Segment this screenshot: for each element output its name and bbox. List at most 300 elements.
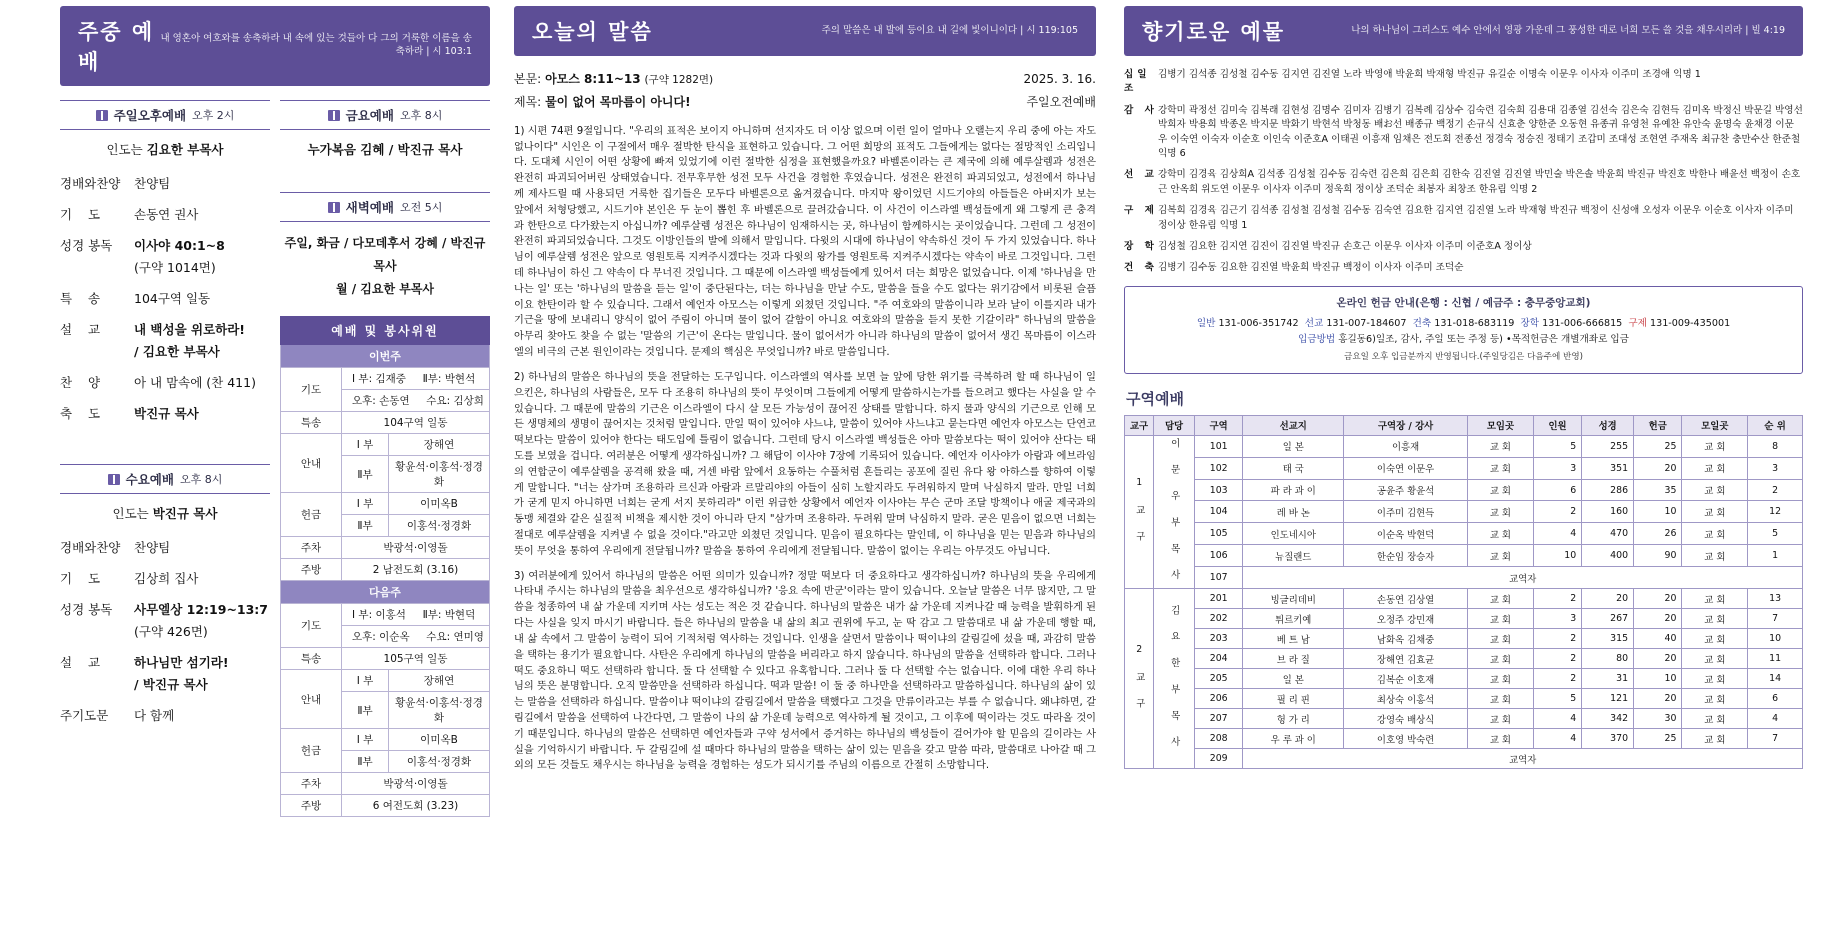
friday-block (280, 86, 490, 817)
dawn-preachers (280, 232, 490, 300)
offering-group-name: 구 제 (1124, 205, 1158, 217)
table-header-row (1125, 415, 1803, 435)
section-sunday-pm-label: 주일오후예배 (113, 108, 187, 123)
code-cell: 105 (1195, 523, 1243, 545)
rank-cell: 5 (1748, 523, 1803, 545)
order-row: 기 도 김상희 집사 (60, 571, 199, 586)
mission-cell: 교역자 (1243, 567, 1803, 589)
offering-group (1124, 204, 1803, 233)
count-cell: 2 (1533, 501, 1581, 523)
rank-cell: 14 (1748, 669, 1803, 689)
offering-group-name: 선 교 (1124, 169, 1158, 181)
count-cell: 3 (1533, 457, 1581, 479)
offering-cell: 30 (1634, 709, 1682, 729)
column-weekday-services (0, 0, 500, 945)
order-row: 특 송 104구역 일동 (60, 291, 211, 306)
offering-cell: 26 (1634, 523, 1682, 545)
online-offering-accounts (1135, 316, 1792, 332)
mission-cell: 레 바 논 (1243, 501, 1344, 523)
duty-sub: Ⅰ 부 (342, 434, 389, 456)
order-row: 성경 봉독 사무엘상 12:19~13:7 (60, 602, 269, 617)
mission-cell: 튀르키예 (1243, 609, 1344, 629)
sermon-text-label: 본문: (514, 72, 542, 86)
sermon-body (514, 124, 1096, 775)
book-icon (96, 110, 108, 121)
count-cell: 3 (1533, 609, 1581, 629)
offering-group-names: 김병기 김수동 김요한 김진열 박윤희 박진규 백정이 이사자 이주미 조덕순 (1158, 262, 1464, 274)
count-cell: 10 (1533, 545, 1581, 567)
sermon-text-line (514, 68, 713, 91)
leader-cell: 장해연 김효균 (1344, 649, 1468, 669)
offering-group-names: 김성철 김요한 김지연 김진이 김진열 박진규 손호근 이문우 이사자 이주미 이준호A 정이상 (1158, 240, 1532, 252)
dang-cell: 김 요 한 부 목 사 (1154, 589, 1195, 769)
order-row: 주기도문 다 함께 (60, 708, 175, 723)
sermon-meta (514, 68, 1096, 114)
count-cell: 5 (1533, 435, 1581, 457)
duty-key: 주방 (281, 559, 342, 581)
duty-value: 장해연 (389, 670, 490, 692)
bible-cell: 470 (1582, 523, 1634, 545)
duty-sub: Ⅰ 부 (342, 729, 389, 751)
leader-label: 인도는 (112, 506, 149, 521)
count-cell: 2 (1533, 629, 1581, 649)
place-cell: 교 회 (1468, 457, 1534, 479)
sermon-service: 주일오전예배 (1026, 94, 1096, 109)
order-row-sub: / 김요한 부목사 (134, 344, 220, 359)
offering-group-name: 장 학 (1124, 240, 1158, 252)
service-table-title: 예배 및 봉사위원 (281, 317, 490, 345)
rank-cell: 3 (1748, 457, 1803, 479)
mission-cell: 헝 가 리 (1243, 709, 1344, 729)
offering-cell: 40 (1634, 629, 1682, 649)
sermon-paragraph: 3) 여러분에게 있어서 하나님의 말씀은 어떤 의미가 있습니까? 정말 떡보다 더 중요하다고 생각하십니까? 하나님의 뜻을 우리에게 나타내 주시는 하나님의 말씀을 최우선으로 생각하십니까? '응요 속에 반군'이라는 말이 있습니다. 오늘날 말씀은 너무 많지만, 그 말씀을 청종하여 내 삶 가운데 지키며 사는 성도는 적은 것 같습니다. 하나님의 말씀은 내가 삶 가운데 지켜나갈 때 능력을 발휘하게 된다는 사실을 잊지 마시기 바랍니다. 들은 하나님의 말씀을 내 삶의 최고 권위에 두고, 눈 딱 감고 그 말씀대로 내 삶 가운데 행할 때, 내 삶 속에서 그 말씀이 능력이 되어 기적처럼 역사하는 것입니다. 인생을 살면서 말씀이나 떡이냐의 갈림길에 섰을 때, 과감히 말씀을 택하는 용기가 필요합니다. 사탄은 우리에게 하나님의 말씀을 버리라고 하지 않습니다. 하나님의 말씀을 선택하라 합니다. 그러나 떡도 중요하니 떡도 선택하라 합니다. 둘 다 선택할 수 있다고 유혹합니다. 그러나 둘 다 선택할 수는 없습니다. 이에 대한 우리 하나님의 뜻은 분명합니다. 오직 말씀만을 선택하라 하십니다. 떡과 말씀! 이 둘 중 하나만을 선택하라고 말씀하십니다. 하나님의 삶이 있는 말씀을 선택하라 하십니다. 말씀이냐 떡이냐의 갈림길에서 말씀을 택했다고 그것을 만류이라고는 부를 수 없습니다. 왜냐하면, 갈림길에서 말씀을 선택하여 나간다면, 그 말씀이 나의 삶 가운데 능력으로 역사하게 될 것이고, 그 이후에 떡이라는 것도 따라올 것이기 때문입니다. 하나님의 말씀은 선택하면 예언자들과 구약 성서에서 증거하는 하나님의 백성들이 걸어가야 할 믿음의 길이라는 사실을 기억하시기 바랍니다. 두 갈림길에 설 때마다 하나님의 말씀을 택하는 삶이 있는 믿음을 갖고 말씀 따라, 말씀대로 나아갈 때 그 외의 모든 것들도 채우시는 하나님을 능력을 경험하는 성도가 되시기를 주님의 이름으로 간절히 소망합니다. (514, 570, 1096, 772)
code-cell: 107 (1195, 567, 1243, 589)
code-cell: 206 (1195, 689, 1243, 709)
sermon-meta-left (514, 68, 713, 114)
rank-cell: 8 (1748, 435, 1803, 457)
order-row: 기 도 손동연 권사 (60, 207, 199, 222)
table-row (1125, 567, 1803, 589)
count-cell: 5 (1533, 689, 1581, 709)
leader-cell: 남화옥 김채중 (1344, 629, 1468, 649)
service-table-week-next: 다음주 (281, 581, 490, 604)
duty-value: 황윤석·이홍석·정경화 (389, 692, 490, 729)
meet-cell: 교 회 (1682, 457, 1748, 479)
sermon-date: 2025. 3. 16. (1023, 72, 1096, 86)
offering-cell: 35 (1634, 479, 1682, 501)
duty-value: 2 남전도회 (3.16) (342, 559, 490, 581)
section-wednesday-time: 오후 8시 (179, 473, 223, 486)
table-row (1125, 689, 1803, 709)
section-sunday-pm-time: 오후 2시 (192, 109, 235, 122)
meet-cell: 교 회 (1682, 609, 1748, 629)
table-row (1125, 609, 1803, 629)
duty-sub: Ⅰ 부 (342, 493, 389, 515)
account-number-building: 131-018-683119 (1434, 317, 1515, 329)
account-number-general: 131-006-351742 (1218, 317, 1299, 329)
account-label-relief: 구제 (1628, 317, 1647, 329)
wednesday-leader (60, 504, 270, 522)
district-table (1124, 415, 1803, 769)
table-row (1125, 501, 1803, 523)
offering-group (1124, 168, 1803, 197)
code-cell: 203 (1195, 629, 1243, 649)
mission-cell: 빙글리데비 (1243, 589, 1344, 609)
meet-cell: 교 회 (1682, 589, 1748, 609)
col-offering: 헌금 (1634, 415, 1682, 435)
leader-cell: 이순옥 박현덕 (1344, 523, 1468, 545)
sermon-text-page: (구약 1282면) (644, 74, 714, 86)
offering-group (1124, 68, 1803, 97)
count-cell: 6 (1533, 479, 1581, 501)
code-cell: 202 (1195, 609, 1243, 629)
meet-cell: 교 회 (1682, 669, 1748, 689)
account-label-general: 일반 (1196, 317, 1216, 329)
order-row: 경배와찬양 찬양팀 (60, 176, 171, 191)
duty-value: 박광석·이영돌 (342, 773, 490, 795)
duty-value: 6 여전도회 (3.23) (342, 795, 490, 817)
header-weekday-title: 주중 예배 (78, 20, 155, 74)
header-weekday (60, 6, 490, 86)
place-cell: 교 회 (1468, 501, 1534, 523)
count-cell: 2 (1533, 649, 1581, 669)
meet-cell: 교 회 (1682, 545, 1748, 567)
offering-cell: 20 (1634, 609, 1682, 629)
meet-cell: 교 회 (1682, 629, 1748, 649)
code-cell: 102 (1195, 457, 1243, 479)
code-cell: 208 (1195, 729, 1243, 749)
meet-cell: 교 회 (1682, 435, 1748, 457)
account-label-mission: 선교 (1304, 317, 1324, 329)
leader-cell: 이숙연 이문우 (1344, 457, 1468, 479)
place-cell: 교 회 (1468, 589, 1534, 609)
leader-cell: 최상숙 이홍석 (1344, 689, 1468, 709)
col-leader: 구역장 / 강사 (1344, 415, 1468, 435)
header-offerings (1124, 6, 1803, 56)
service-duty-table (280, 316, 490, 817)
code-cell: 201 (1195, 589, 1243, 609)
duty-value: 이홍석·정경화 (389, 751, 490, 773)
online-offering-box (1124, 286, 1803, 374)
meet-cell: 교 회 (1682, 501, 1748, 523)
dawn-line-1: 주일, 화금 / 다모데후서 강혜 / 박진규 목사 (284, 236, 486, 273)
offering-group (1124, 104, 1803, 162)
rank-cell: 4 (1748, 709, 1803, 729)
leader-name: 박진규 목사 (152, 506, 218, 521)
account-label-scholarship: 장학 (1520, 317, 1540, 329)
meet-cell: 교 회 (1682, 729, 1748, 749)
district-title: 구역예배 (1126, 389, 1184, 408)
sermon-title-value: 물이 없어 목마름이 아니다! (545, 94, 691, 109)
meet-cell: 교 회 (1682, 709, 1748, 729)
rank-cell: 13 (1748, 589, 1803, 609)
duty-value: 이홍석·정경화 (389, 515, 490, 537)
account-number-mission: 131-007-184607 (1326, 317, 1407, 329)
duty-key: 특송 (281, 412, 342, 434)
rank-cell: 1 (1748, 545, 1803, 567)
header-offerings-title: 향기로운 예물 (1142, 20, 1286, 44)
code-cell: 101 (1195, 435, 1243, 457)
count-cell: 2 (1533, 669, 1581, 689)
leader-cell: 손동연 김상열 (1344, 589, 1468, 609)
place-cell: 교 회 (1468, 709, 1534, 729)
order-row: 찬 양 아 내 맘속에 (찬 411) (60, 375, 256, 390)
book-icon (328, 110, 340, 121)
offering-cell: 20 (1634, 457, 1682, 479)
code-cell: 106 (1195, 545, 1243, 567)
col-rank: 순 위 (1748, 415, 1803, 435)
header-sermon-title: 오늘의 말씀 (532, 20, 653, 44)
duty-sub: Ⅱ부 (342, 456, 389, 493)
header-sermon-verse: 주의 말씀은 내 발에 등이요 내 길에 빛이니이다 | 시 119:105 (821, 24, 1078, 36)
offering-group-names: 강학미 곽정선 김미숙 김복래 김현성 김명수 김미자 김병기 김복례 김상수 김숙련 김숙희 김용대 김종열 김선숙 김은숙 김현득 김미옥 박정신 박문길 박영선 박희자 박용희 박종온 박지문 박화기 박현석 박청동 배お선 배종규 백정기 손규식 신효춘 양한준 오동현 유종귀 유영천 유예찬 유안숙 윤명숙 윤채경 이문우 이숙연 이숙자 이순호 이인숙 이준호A 이태권 이흥재 임채은 전도회 전종선 정경숙 정승진 정태기 조갑미 조대성 조현연 주재옥 최규찬 충만수산 한준철 익명 6 (1158, 104, 1803, 159)
leader-cell: 이호영 박숙련 (1344, 729, 1468, 749)
order-row-sub: (구약 426면) (134, 624, 208, 639)
sermon-paragraph: 1) 시편 74편 9절입니다. "우리의 표적은 보이지 아니하며 선지자도 더 이상 없으며 이런 일이 얼마나 오랠는지 우리 중에 아는 자도 없나이다" 시인은 이 구절에서 매우 절박한 탄식을 표현하고 있습니다. 그 어떤 희망의 표적도 그들에게는 없다는 절망적인 소리입니다. 도대체 시인이 어떤 상황에 빠져 있었기에 이런 절박한 심정을 표현했을까요? 바벨론이라는 큰 제국에 의해 예루살렘과 성전은 완전히 파괴되어버린 상태였습니다. 전무후무한 성전 모두 사건을 경험한 후였습니다. 성전은 완전히 파괴되었고, 성전에서 하나님께 제사드릴 때 사용되던 거룩한 집기들은 모두다 바벨론으로 옮겨졌습니다. 마지막 왕이었던 시드기야의 아들들은 아버지가 보는 앞에서 처형당했고, 시드기야 본인은 두 눈이 뽑힌 후 바벨론으로 끌려갔습니다. 이 사건이 이스라엘 백성들에게 왜 그렇게 큰 충격과 한탄으로 다가왔는지 아십니까? 예루살렘 성전은 하나님이 임재하시는 곳, 하나님이 함께하시는 곳이었습니다. 그런데 그 성전이 완전히 파괴되었습니다. 그것도 이방인들의 발에 의해서 말입니다. 다윗의 시대에 하나님이 약속하신 것이 두 가지 있었습니다. 하나님이 예루살렘 성전은 앞으로 영원토록 지켜주시겠다는 것과 다윗의 왕가를 영원토록 지켜주시겠다는 약속이 바로 그것입니다. 그런데 하나님이 하신 그 약속이 다 무너진 것입니다. 그 때문에 이스라엘 백성들에게 있어서 더는 희망은 없었습니다. 이제 '하나님을 만나는 일' 또는 '하나님의 말씀을 듣는 일'이 중단된다는, 더는 하나님을 만날 수도, 말씀을 들을 수도 없다는 위기감에서 비롯된 슬픔이요 한탄이라 할 수 있습니다. 그래서 예언자 아모스는 이렇게 외쳤던 것입니다. "주 여호와의 말씀이니라 보라 날이 이를지라 내가 기근을 땅에 보내리니 양식이 없어 주림이 아니며 물이 없어 갈함이 아니요 여호와의 말씀을 듣지 못한 기갈이라" 하나님의 말씀을 아무리 찾아도 찾을 수 없는 '말씀의 기근'이 온다는 말입니다. 물이 없어서가 아니라 하나님의 말씀이 없어서 생긴 목마름이 이스라엘의 비극의 근본 원인이라는 것입니다. 문제의 핵심은 무엇입니까? 바로 말씀입니다. (514, 125, 1096, 359)
order-row: 축 도 박진규 목사 (60, 406, 199, 421)
duty-key: 헌금 (281, 729, 342, 773)
bible-cell: 267 (1582, 609, 1634, 629)
duty-key: 기도 (281, 368, 342, 412)
offering-group-names: 김복희 김경육 김근기 김석종 김성철 김성철 김수동 김숙연 김요한 김지연 김진열 노라 박재형 박진규 백정이 신성애 오성자 이문우 이순호 이사자 이주미 정이상 한유림 익명 1 (1158, 205, 1794, 231)
place-cell: 교 회 (1468, 649, 1534, 669)
bible-cell: 400 (1582, 545, 1634, 567)
gu-cell: 2 교 구 (1125, 589, 1154, 769)
order-row: 설 교 내 백성을 위로하라! (60, 322, 246, 337)
count-cell: 2 (1533, 589, 1581, 609)
col-gu: 교구 (1125, 415, 1154, 435)
table-row (1125, 629, 1803, 649)
section-wednesday-label: 수요예배 (125, 472, 174, 487)
mission-cell: 우 루 과 이 (1243, 729, 1344, 749)
mission-cell: 일 본 (1243, 669, 1344, 689)
online-offering-method (1135, 332, 1792, 348)
offering-cell: 10 (1634, 501, 1682, 523)
mission-cell: 교역자 (1243, 749, 1803, 769)
column-sermon (500, 0, 1110, 945)
dawn-line-2: 월 / 김요한 부목사 (335, 281, 435, 296)
sunday-pm-leader (60, 140, 270, 158)
rank-cell: 11 (1748, 649, 1803, 669)
place-cell: 교 회 (1468, 479, 1534, 501)
count-cell: 4 (1533, 709, 1581, 729)
header-weekday-verse: 내 영혼아 여호와를 송축하라 내 속에 있는 것들아 다 그의 거룩한 이름을 송축하라 | 시 103:1 (160, 33, 472, 57)
col-code: 구역 (1195, 415, 1243, 435)
col-meet: 모일곳 (1682, 415, 1748, 435)
mission-cell: 인도네시아 (1243, 523, 1344, 545)
place-cell: 교 회 (1468, 545, 1534, 567)
table-row (1125, 457, 1803, 479)
book-icon (108, 474, 120, 485)
code-cell: 103 (1195, 479, 1243, 501)
column-offerings (1110, 0, 1843, 945)
offering-cell: 20 (1634, 689, 1682, 709)
sermon-title-label: 제목: (514, 94, 542, 109)
code-cell: 204 (1195, 649, 1243, 669)
leader-name: 김요한 부목사 (146, 142, 224, 157)
offering-group-name: 십일조 (1124, 69, 1151, 95)
section-friday (280, 100, 490, 130)
table-row (1125, 749, 1803, 769)
section-dawn-time: 오전 5시 (399, 201, 443, 214)
book-icon (328, 202, 340, 213)
duty-value: 이미옥B (389, 729, 490, 751)
duty-value: 오후: 손동연 수요: 김상희 (342, 390, 490, 412)
dang-cell: 이 문 우 부 목 사 (1154, 435, 1195, 588)
bible-cell: 286 (1582, 479, 1634, 501)
bible-cell: 342 (1582, 709, 1634, 729)
mission-cell: 일 본 (1243, 435, 1344, 457)
sermon-meta-right (1023, 68, 1096, 114)
col-bible: 성경 (1582, 415, 1634, 435)
duty-value: 박광석·이영돌 (342, 537, 490, 559)
offering-cell: 20 (1634, 589, 1682, 609)
duty-value: Ⅰ 부: 이홍석 Ⅱ부: 박현덕 (342, 604, 490, 626)
count-cell: 4 (1533, 729, 1581, 749)
deposit-method-label: 입금방법 (1298, 333, 1336, 345)
leader-cell: 이주미 김현득 (1344, 501, 1468, 523)
meet-cell: 교 회 (1682, 689, 1748, 709)
order-row-sub: (구약 1014면) (134, 260, 216, 275)
rank-cell: 12 (1748, 501, 1803, 523)
offering-cell: 90 (1634, 545, 1682, 567)
duty-key: 주차 (281, 537, 342, 559)
table-row (1125, 729, 1803, 749)
bible-cell: 315 (1582, 629, 1634, 649)
sermon-title-line (514, 91, 713, 114)
code-cell: 205 (1195, 669, 1243, 689)
leader-cell: 공윤주 황윤석 (1344, 479, 1468, 501)
section-friday-time: 오후 8시 (399, 109, 443, 122)
bible-cell: 351 (1582, 457, 1634, 479)
table-row (1125, 589, 1803, 609)
col-count: 인원 (1533, 415, 1581, 435)
section-friday-label: 금요예배 (345, 108, 394, 123)
table-row (1125, 649, 1803, 669)
meet-cell: 교 회 (1682, 649, 1748, 669)
duty-key: 주방 (281, 795, 342, 817)
bible-cell: 20 (1582, 589, 1634, 609)
offering-cell: 25 (1634, 435, 1682, 457)
count-cell: 4 (1533, 523, 1581, 545)
rank-cell: 6 (1748, 689, 1803, 709)
code-cell: 104 (1195, 501, 1243, 523)
duty-value: Ⅰ 부: 김재중 Ⅱ부: 박현석 (342, 368, 490, 390)
sunday-pm-block (60, 86, 270, 817)
district-table-body (1125, 435, 1803, 768)
table-row (1125, 709, 1803, 729)
table-row (1125, 669, 1803, 689)
duty-key: 안내 (281, 670, 342, 729)
code-cell: 209 (1195, 749, 1243, 769)
online-offering-title: 온라인 헌금 안내(은행 : 신협 / 예금주 : 충무중앙교회) (1336, 296, 1591, 309)
order-row: 경배와찬양 찬양팀 (60, 540, 171, 555)
place-cell: 교 회 (1468, 669, 1534, 689)
place-cell: 교 회 (1468, 629, 1534, 649)
deposit-method-text: 홍길동6)일조, 감사, 주일 또는 주정 등) •목적헌금은 개별개좌로 입금 (1338, 333, 1629, 345)
mission-cell: 베 트 남 (1243, 629, 1344, 649)
friday-preacher: 누가복음 김혜 / 박진규 목사 (307, 142, 463, 157)
leader-cell: 김복순 이호재 (1344, 669, 1468, 689)
place-cell: 교 회 (1468, 523, 1534, 545)
sermon-paragraph: 2) 하나님의 말씀은 하나님의 뜻을 전달하는 도구입니다. 이스라엘의 역사를 보면 늘 앞에 당한 위기를 극복하려 할 때 하나님이 일으킨은, 하나님의 사람들은, 모두 다 조용히 하나님의 뜻이 무엇이며 그들에게 어떻게 말씀하시는가를 들으려고 했다는 사실을 알 수 있습니다. 그 때문에 말씀의 기근은 이스라엘이 다시 살 모든 가능성이 끊어진 상태를 말합니다. 하지 물과 양식의 기근으로 인해 모든 생명체의 생명이 끊어지는 것처럼 말입니다. 만일 떡이 있어야 사느냐, 말씀이 있어야 사느냐고 묻는다면 예언자 아모스는 단연코 떡보다는 말씀이 있어야 한다는 태도입에 틀림이 없습니다. 그런데 당시 이스라엘 백성들은 아마 말씀보다는 떡이 있어야 산다는 태도를 보였을 겁니다. 여러분은 어떻게 생각하십니까? 그 해답이 이사야 7장에 기록되어 있습니다. 예언자 이사야가 아람과 에브라임의 연합군이 예루살렘을 공격해 왔을 때, 거센 바람 앞에서 요동하는 수풀처럼 흔들리는 공포에 질린 유다 왕 아하스를 향하여 이렇게 말합니다. "너는 삼가며 조용하라 르신과 아람과 르말리야의 아들이 심히 노할지라도 두려워하지 말며 낙심하지 말라. 만일 너희가 굳게 믿지 아니하면 너희는 굳게 서지 못하리라" 이런 위급한 상황에서 예언자 이사야는 무슨 군마 조달 방책이나 애굴 제국과의 동맹 체결와 같은 실질적 비책을 제시한 것이 아니라 단지 "삼가며 조용하라. 두려워 말며 낙심하지 말라. 굳은 믿음이 없으면 너희는 절대로 예루살렘을 지켜낼 수 없을 것이다."라고만 외쳤던 것입니다. 믿음이 필요하다는 말인데, 이 하나님을 믿는 믿음과 하나님의 뜻이 무엇을 통하여 우리에게 전달됩니까? 말씀을 통하여 우리에게 전달됩니다. 말씀이 없이는 우리는 아무것도 아닙니다. (514, 371, 1096, 557)
table-row (1125, 523, 1803, 545)
header-offerings-verse: 나의 하나님이 그리스도 예수 안에서 영광 가운데 그 풍성한 대로 너희 모든 쓸 것을 채우시리라 | 빌 4:19 (1351, 24, 1785, 36)
offering-cell: 10 (1634, 669, 1682, 689)
place-cell: 교 회 (1468, 729, 1534, 749)
account-number-scholarship: 131-006-666815 (1542, 317, 1623, 329)
duty-key: 특송 (281, 648, 342, 670)
meet-cell: 교 회 (1682, 523, 1748, 545)
duty-key: 주차 (281, 773, 342, 795)
duty-value: 장해연 (389, 434, 490, 456)
sermon-text-value: 아모스 8:11~13 (545, 72, 641, 86)
mission-cell: 브 라 질 (1243, 649, 1344, 669)
col-mission: 선교지 (1243, 415, 1344, 435)
rank-cell: 7 (1748, 729, 1803, 749)
leader-cell: 이흥재 (1344, 435, 1468, 457)
meet-cell: 교 회 (1682, 479, 1748, 501)
offering-cell: 20 (1634, 649, 1682, 669)
place-cell: 교 회 (1468, 609, 1534, 629)
section-dawn-label: 새벽예배 (345, 200, 394, 215)
leader-cell: 강영숙 배상식 (1344, 709, 1468, 729)
duty-value: 오후: 이순옥 수요: 연미영 (342, 626, 490, 648)
duty-sub: Ⅰ 부 (342, 670, 389, 692)
offering-group-names: 김병기 김석종 김성철 김수동 김지연 김진열 노라 박영애 박윤희 박재형 박진규 유길순 이명숙 이문우 이사자 이주미 조경애 익명 1 (1158, 69, 1701, 80)
order-row: 설 교 하나님만 섬기라! (60, 655, 229, 670)
rank-cell: 2 (1748, 479, 1803, 501)
duty-value: 104구역 일동 (342, 412, 490, 434)
bible-cell: 80 (1582, 649, 1634, 669)
code-cell: 207 (1195, 709, 1243, 729)
bible-cell: 370 (1582, 729, 1634, 749)
mission-cell: 필 리 핀 (1243, 689, 1344, 709)
table-row (1125, 545, 1803, 567)
duty-key: 기도 (281, 604, 342, 648)
account-number-relief: 131-009-435001 (1650, 317, 1731, 329)
duty-key: 안내 (281, 434, 342, 493)
duty-sub: Ⅱ부 (342, 515, 389, 537)
section-sunday-pm (60, 100, 270, 130)
offering-groups (1124, 68, 1803, 276)
offering-group (1124, 240, 1803, 254)
table-row (1125, 435, 1803, 457)
offering-group-name: 감 사 (1124, 104, 1158, 116)
duty-value: 이미옥B (389, 493, 490, 515)
mission-cell: 파 라 과 이 (1243, 479, 1344, 501)
bible-cell: 121 (1582, 689, 1634, 709)
bible-cell: 31 (1582, 669, 1634, 689)
offering-group (1124, 261, 1803, 275)
place-cell: 교 회 (1468, 435, 1534, 457)
header-sermon (514, 6, 1096, 56)
table-row (1125, 479, 1803, 501)
leader-cell: 한순임 장승자 (1344, 545, 1468, 567)
rank-cell: 10 (1748, 629, 1803, 649)
sunday-friday-row (60, 86, 490, 817)
bible-cell: 160 (1582, 501, 1634, 523)
duty-value: 황윤석·이홍석·정경화 (389, 456, 490, 493)
leader-label: 인도는 (106, 142, 143, 157)
account-label-building: 건축 (1412, 317, 1432, 329)
offering-group-name: 건 축 (1124, 262, 1158, 274)
offering-group-names: 강학미 김경육 김상희A 김석종 김성철 김수동 김숙련 김은희 김은희 김한숙 김진열 김진열 박민술 박은솔 박윤희 박진규 박진호 박한나 배윤선 백정이 손호근 안옥희 위도연 이문우 이사자 이주미 정욱희 정이상 조덕순 최봉자 최창조 한유림 익명 2 (1158, 169, 1801, 195)
order-row-sub: / 박진규 목사 (134, 677, 208, 692)
duty-value: 105구역 일동 (342, 648, 490, 670)
offering-cell: 25 (1634, 729, 1682, 749)
bible-cell: 255 (1582, 435, 1634, 457)
